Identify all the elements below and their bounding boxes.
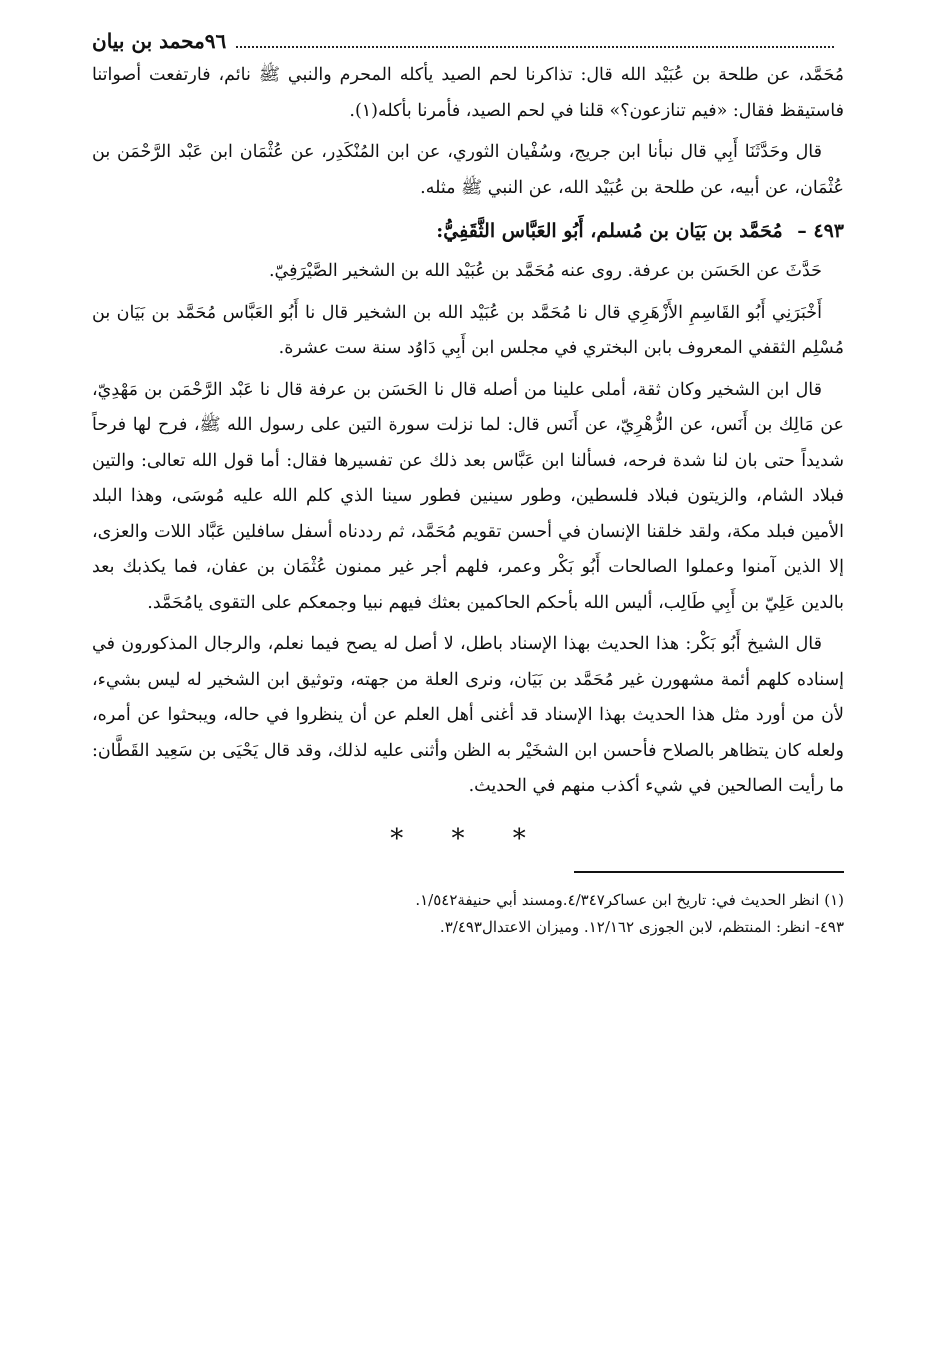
paragraph: قال ابن الشخير وكان ثقة، أملى علينا من أصله قال نا الحَسَن بن عرفة قال نا عَبْد الرَّحْمَن بن مَهْدِيّ، عن مَالِك بن أَنَس، عن الزُّهْرِيّ، عن أَنَس قال: لما نزلت سورة التين على رسول الله ﷺ، فرح لها فرحاً شديداً حتى بان لنا شدة فرحه، فسألنا ابن عَبَّاس بعد ذلك عن تفسيرها فقال: أما قول الله تعالى: والتين فبلاد الشام، والزيتون فبلاد فلسطين، وطور سينين فطور سينا الذي كلم الله عليه مُوسَى، وهذا البلد الأمين فبلد مكة، ولقد خلقنا الإنسان في أحسن تقويم مُحَمَّد، ثم رددناه أسفل سافلين عَبَّاد اللات والعزى، إلا الذين آمنوا وعملوا الصالحات أَبُو بَكْر وعمر، فلهم أجر غير ممنون عُثْمَان بن عفان، فما يكذبك بعد بالدين عَلِيّ بن أَبِي طَالِب، أليس الله بأحكم الحاكمين بعثك فيهم نبيا وجمعكم على التقوى يامُحَمَّد. [92,379,844,613]
leader-dots [236,46,834,48]
main-text [92,58,844,805]
footnotes [92,887,844,941]
page-number: ٩٦ [204,29,227,53]
paragraph: قال الشيخ أَبُو بَكْر: هذا الحديث بهذا الإسناد باطل، لا أصل له يصح فيما نعلم، والرجال المذكورون في إسناده كلهم أئمة مشهورن غير مُحَمَّد بن بَيَان، ونرى العلة من جهته، وتوثيق ابن الشخير له ليس بشيء، لأن من أورد مثل هذا الحديث بهذا الإسناد قد أغنى أهل العلم عن أن ينظروا في حاله، ويبحثوا عن أمره، ولعله كان يتظاهر بالصلاح فأحسن ابن الشخَيْر به الظن وأثنى عليه لذلك، وقد قال يَحْيَى بن سَعِيد القَطَّان: ما رأيت الصالحين في شيء أكذب منهم في الحديث. [92,634,844,796]
entry-number: ٤٩٣ – [797,220,844,242]
paragraph: حَدَّثَ عن الحَسَن بن عرفة. روى عنه مُحَمَّد بن عُبَيْد الله بن الشخير الصَّيْرَفِيّ. [268,261,822,281]
book-page [92,28,844,1338]
footnote: ٤٩٣- انظر: المنتظم، لابن الجوزى ١٢/١٦٢. وميزان الاعتدال٣/٤٩٣. [439,917,844,936]
paragraph: مُحَمَّد، عن طلحة بن عُبَيْد الله قال: تذاكرنا لحم الصيد يأكله المحرم والنبي ﷺ نائم، فارتفعت أصواتنا فاستيقظ فقال: «فيم تنازعون؟» قلنا في لحم الصيد، فأمرنا بأكله(١). [92,65,844,121]
paragraph: قال وحَدَّثَنَا أَبِي قال نبأنا ابن جريج، وسُفْيان الثوري، عن ابن المُنْكَدِر، عن عُثْمَان ابن عَبْد الرَّحْمَن بن عُثْمَان، عن أبيه، عن طلحة بن عُبَيْد الله، عن النبي ﷺ مثله. [92,142,844,198]
footnote: (١) انظر الحديث في: تاريخ ابن عساكر٤/٣٤٧.ومسند أبي حنيفة١/٥٤٢. [415,890,844,909]
entry-heading [92,212,844,250]
section-separator: * * * [390,823,546,854]
footnote-divider [574,871,844,873]
running-header [92,28,844,58]
running-title: محمد بن بيان [92,29,205,53]
paragraph: أَخْبَرَنِي أَبُو القَاسِمِ الأَزْهَرِي قال نا مُحَمَّد بن عُبَيْد الله بن الشخير قال نا أَبُو العَبَّاس مُحَمَّد بن بَيَان بن مُسْلِم الثقفي المعروف بابن البختري في مجلس ابن أَبِي دَاوُد سنة ست عشرة. [92,302,844,358]
entry-title: مُحَمَّد بن بَيَان بن مُسلم، أَبُو العَبَّاس الثَّقَفِيُّ: [436,220,783,242]
